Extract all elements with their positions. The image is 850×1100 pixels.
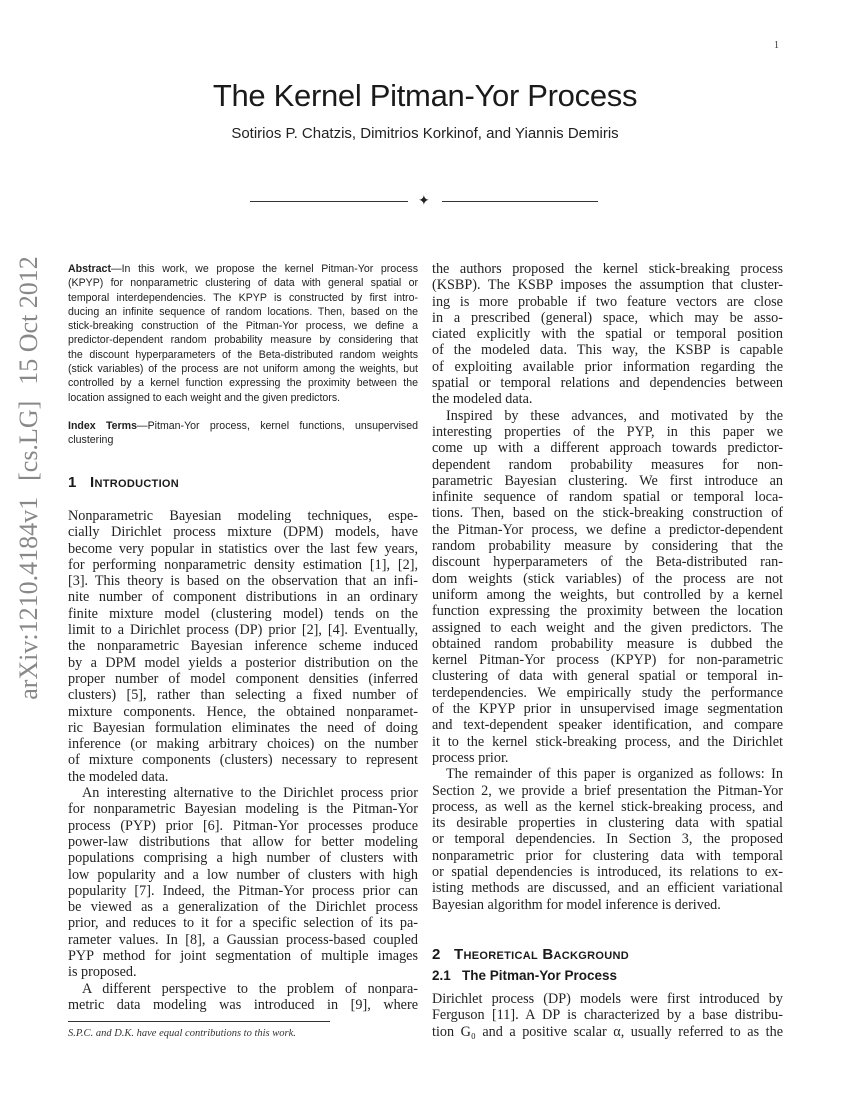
text-line: Dirichlet process (DP) models were first introduced by	[432, 991, 783, 1007]
text-line: nonparametric prior for clustering data with temporal	[432, 847, 783, 864]
text-line: be viewed as a generalization of the Dirichlet process	[68, 899, 418, 916]
subsection-number: 2.1	[432, 968, 451, 983]
abstract-line: controlled by a kernel function expressing the proximity between the	[68, 377, 418, 390]
text-line: prior, and reduces to it for a specific selection of its pa-	[68, 915, 418, 932]
text-line: Nonparametric Bayesian modeling techniques, espe-	[68, 508, 418, 524]
text-line: ric Bayesian formulation eliminates the need of doing	[68, 719, 418, 736]
text-line: The remainder of this paper is organized as follows: In	[446, 766, 783, 783]
index-terms-line: Index Terms—Pitman-Yor process, kernel functions, unsupervised	[68, 420, 418, 432]
text-line: clusters) [5], rather than selecting a fixed number of	[68, 687, 418, 704]
text-line: the Pitman-Yor process, we define a predictor-dependent	[432, 521, 783, 538]
text-line: (KSBP). The KSBP imposes the assumption that cluster-	[432, 277, 783, 294]
text-line: metric data modeling was introduced in [9], where	[68, 996, 418, 1013]
text-line: Bayesian algorithm for model inference is derived.	[432, 896, 721, 913]
text-line: An interesting alternative to the Dirichlet process prior	[82, 785, 418, 802]
text-line: PYP method for joint segmentation of multiple images	[68, 948, 418, 965]
text-line: low popularity and a low number of clusters with high	[68, 866, 418, 883]
abstract	[68, 262, 418, 405]
arxiv-id: arXiv:1210.4184v1	[14, 496, 43, 700]
section-title: Introduction	[90, 474, 180, 491]
text-line: the modeled data.	[432, 391, 533, 408]
page-number: 1	[774, 40, 779, 51]
section-heading-introduction	[68, 474, 179, 491]
text-line: populations comprising a high number of clusters with	[68, 850, 418, 867]
text-line: process (PYP) prior [6]. Pitman-Yor processes produce	[68, 817, 418, 834]
text-line: tion G₀ and a positive scalar α, usually referred to as the	[432, 1023, 783, 1040]
text-line: or temporal dependencies. In Section 3, the proposed	[432, 831, 783, 848]
text-line: interesting properties of the PYP, in this paper we	[432, 423, 783, 440]
paragraph	[432, 261, 783, 408]
text-line: obtained random probability measure is dubbed the	[432, 635, 783, 652]
text-line: kernel Pitman-Yor process (KPYP) for non-parametric	[432, 652, 783, 669]
text-line: limit to a Dirichlet process (DP) prior [2], [4]. Eventually,	[68, 622, 418, 639]
text-line: clustering of data with general spatial or temporal in-	[432, 668, 783, 685]
text-line: spatial or temporal relations and dependencies between	[432, 375, 783, 392]
text-line: of the modeled data. This way, the KSBP is capable	[432, 342, 783, 359]
title-separator-right	[442, 201, 598, 202]
text-line: for performing nonparametric density estimation [1], [2],	[68, 556, 418, 573]
text-line: the nonparametric Bayesian inference scheme induced	[68, 638, 418, 655]
title-separator-left	[250, 201, 408, 202]
text-line: its desirable properties in clustering data with spatial	[432, 815, 783, 832]
text-line: A different perspective to the problem of nonpara-	[82, 980, 418, 997]
paper-title: The Kernel Pitman-Yor Process	[212, 78, 638, 113]
text-line: come up with a different approach towards predictor-	[432, 440, 783, 457]
text-line: process prior.	[432, 749, 509, 766]
text-line: it to the kernel stick-breaking process, and the Dirichlet	[432, 733, 783, 750]
text-line: Ferguson [11]. A DP is characterized by a base distribu-	[432, 1007, 783, 1024]
text-line: [3]. This theory is based on the observation that an infi-	[68, 573, 418, 590]
text-line: tions. Then, based on the stick-breaking construction of	[432, 505, 783, 522]
section-heading-theoretical-background	[432, 946, 629, 963]
text-line: rameter values. In [8], a Gaussian process-based coupled	[68, 931, 418, 948]
text-line: dependent random probability measures for non-	[432, 456, 783, 473]
arxiv-date: 15 Oct 2012	[14, 256, 43, 385]
footnote: S.P.C. and D.K. have equal contributions to this work.	[68, 1028, 296, 1039]
section-number: 1	[68, 474, 77, 491]
text-line: of exploiting available prior information regarding the	[432, 358, 783, 375]
text-line: proper number of model component densities (inferred	[68, 670, 418, 687]
text-line: of the KPYP prior in unsupervised image segmentation	[432, 701, 783, 718]
abstract-line: (KPYP) for nonparametric clustering of data with general spatial or	[68, 277, 418, 290]
text-line: Section 2, we provide a brief presentation the Pitman-Yor	[432, 782, 783, 799]
paragraph	[432, 408, 783, 767]
text-line: by a DPM model yields a posterior distribution on the	[68, 654, 418, 671]
text-line: become very popular in statistics over the last few years,	[68, 540, 418, 557]
text-line: or spatial dependencies is introduced, its relations to ex-	[432, 863, 783, 880]
right-column-body	[432, 261, 783, 913]
abstract-line: Abstract—In this work, we propose the kernel Pitman-Yor process	[68, 263, 418, 275]
text-line: for nonparametric Bayesian modeling is the Pitman-Yor	[68, 801, 418, 818]
author-list: Sotirios P. Chatzis, Dimitrios Korkinof, and Yiannis Demiris	[231, 125, 619, 142]
abstract-line: (stick variables) of the process are not uniform among the weights, but	[68, 363, 418, 376]
text-line: the modeled data.	[68, 768, 169, 785]
text-line: function expressing the proximity between the location	[432, 603, 783, 620]
abstract-line: the discount hyperparameters of the Beta-distributed random weights	[68, 348, 418, 361]
paragraph	[68, 981, 418, 1014]
text-line: Inspired by these advances, and motivated by the	[446, 407, 783, 424]
subsection-title: The Pitman-Yor Process	[462, 968, 618, 983]
text-line: ing is more probable if two feature vectors are close	[432, 293, 783, 310]
section-title: Theoretical Background	[454, 946, 629, 963]
text-line: inference (or making arbitrary choices) on the number	[68, 736, 418, 753]
text-line: cially Dirichlet process mixture (DPM) models, have	[68, 524, 418, 541]
text-line: mixture components. Hence, the obtained nonparamet-	[68, 703, 418, 720]
abstract-line: stick-breaking construction of the Pitman-Yor process, we define a	[68, 320, 418, 333]
index-terms-label: Index Terms	[68, 420, 137, 432]
abstract-line: predictor-dependent random probability measure by considering that	[68, 334, 418, 347]
arxiv-category: [cs.LG]	[14, 400, 43, 481]
paragraph	[68, 508, 418, 785]
abstract-line: temporal interdependencies. The KPYP is constructed by first intro-	[68, 291, 418, 304]
index-terms	[68, 419, 418, 448]
text-line: nite number of component distributions in an ordinary	[68, 589, 418, 606]
text-line: process, as well as the kernel stick-breaking process, and	[432, 798, 783, 815]
text-line: infinite sequence of random spatial or temporal loca-	[432, 489, 783, 506]
section-2-1-body	[432, 991, 783, 1040]
text-line: ciated explicitly with the spatial or temporal position	[432, 326, 783, 343]
text-line: random probability measure by considering that the	[432, 538, 783, 555]
text-line: of mixture components (clusters) necessary to represent	[68, 752, 418, 769]
arxiv-stamp	[14, 240, 44, 700]
subsection-heading-pitman-yor	[432, 968, 617, 983]
left-column-body	[68, 508, 418, 1013]
paragraph	[432, 991, 783, 1040]
abstract-line: location assigned to each weight and the given predictors.	[68, 391, 341, 404]
text-line: is proposed.	[68, 964, 137, 981]
text-line: the authors proposed the kernel stick-breaking process	[432, 261, 783, 277]
paragraph	[68, 785, 418, 981]
abstract-line: ducing an infinite sequence of random locations. Then, based on the	[68, 305, 418, 318]
text-line: discount hyperparameters of the Beta-distributed ran-	[432, 554, 783, 571]
text-line: dom weights (stick variables) of the process are not	[432, 570, 783, 587]
text-line: and text-dependent speaker identification, and compare	[432, 717, 783, 734]
footnote-rule	[68, 1021, 330, 1022]
section-number: 2	[432, 946, 441, 963]
separator-diamond-icon: ✦	[418, 193, 430, 209]
text-line: assigned to each weight and the given predictors. The	[432, 619, 783, 636]
paragraph	[432, 766, 783, 913]
text-line: isting methods are discussed, and an efficient variational	[432, 880, 783, 897]
index-terms-line: clustering	[68, 434, 114, 447]
abstract-label: Abstract	[68, 263, 111, 275]
text-line: in a prescribed (general) space, which may be asso-	[432, 309, 783, 326]
text-line: terdependencies. We empirically study the performance	[432, 684, 783, 701]
text-line: uniform among the weights, but controlled by a kernel	[432, 586, 783, 603]
text-line: power-law distributions that allow for better modeling	[68, 833, 418, 850]
text-line: popularity [7]. Indeed, the Pitman-Yor process prior can	[68, 882, 418, 899]
text-line: finite mixture model (clustering model) tends on the	[68, 605, 418, 622]
text-line: parametric Bayesian clustering. We first introduce an	[432, 472, 783, 489]
